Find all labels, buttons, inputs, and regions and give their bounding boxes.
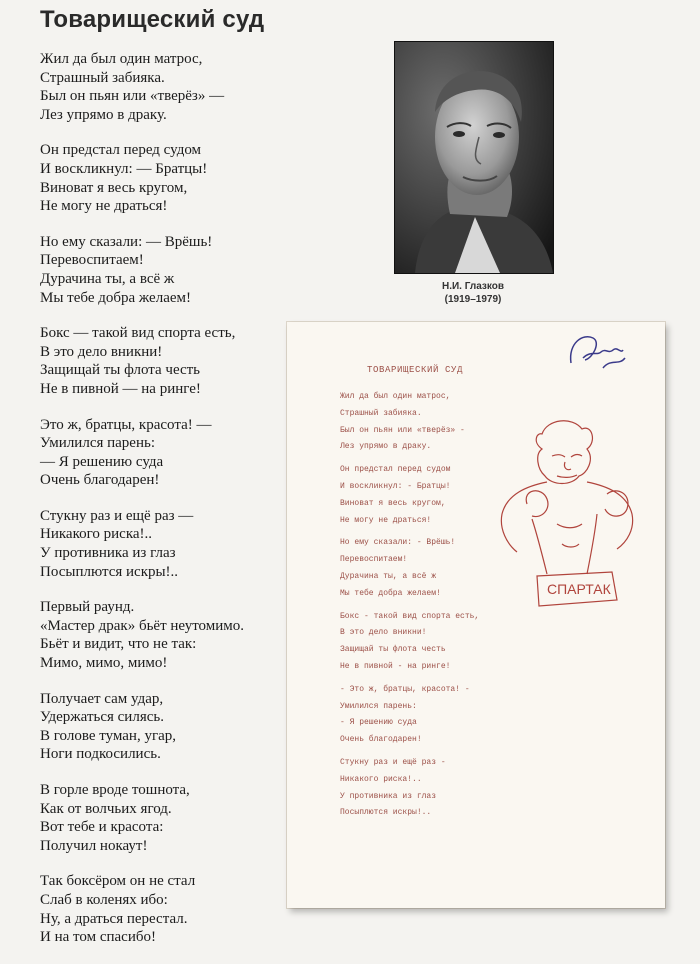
poem-line: Слаб в коленях ибо: — [40, 891, 168, 908]
poem-line: Виноват я весь кругом, — [40, 179, 188, 196]
manuscript-title: ТОВАРИЩЕСКИЙ СУД — [367, 365, 464, 375]
poem-line: Это ж, братцы, красота! — — [40, 416, 212, 433]
poem-line: И воскликнул: — Братцы! — [40, 160, 208, 177]
poem-line: Не могу не драться! — [40, 198, 168, 215]
manuscript-line: Был он пьян или «тверёз» - — [340, 425, 465, 435]
poem-line: Дурачина ты, а всё ж — [40, 270, 175, 287]
manuscript-line: Не в пивной - на ринге! — [340, 661, 451, 671]
boxer-sketch — [487, 414, 657, 624]
manuscript-line: Мы тебе добра желаем! — [340, 588, 441, 598]
poem-line: Вот тебе и красота: — [40, 819, 164, 836]
poem-line: Получил нокаут! — [40, 837, 148, 854]
manuscript-line: Умилился парень: — [340, 701, 417, 711]
manuscript-line: И воскликнул: - Братцы! — [340, 481, 451, 491]
poem-line: «Мастер драк» бьёт неутомимо. — [40, 617, 245, 634]
poem-line: Мы тебе добра желаем! — [40, 289, 192, 306]
manuscript-line: Но ему сказали: - Врёшь! — [340, 538, 456, 548]
manuscript-line: Перевоспитаем! — [340, 555, 408, 565]
manuscript-stanza — [340, 462, 479, 529]
poem-line: Не в пивной — на ринге! — [40, 380, 201, 397]
manuscript-stanza — [340, 755, 479, 822]
manuscript-line: - Это ж, братцы, красота! - — [340, 684, 470, 694]
poem-line: Но ему сказали: — Врёшь! — [40, 233, 213, 250]
poem-line: Перевоспитаем! — [40, 252, 144, 269]
poem-line: Страшный забияка. — [40, 69, 165, 86]
poem-line: Мимо, мимо, мимо! — [40, 655, 168, 672]
poem-line: В это дело вникни! — [40, 343, 163, 360]
poem-line: Защищай ты флота честь — [40, 362, 201, 379]
poem-line: Стукну раз и ещё раз — — [40, 507, 194, 524]
poem-line: Удержаться силясь. — [40, 709, 164, 726]
manuscript-stanza — [340, 682, 479, 749]
poem-stanza — [40, 141, 350, 215]
manuscript-line: Посыплются искры!.. — [340, 808, 432, 818]
poem-line: Очень благодарен! — [40, 472, 160, 489]
manuscript-line: Защищай ты флота честь — [340, 645, 446, 655]
poem-line: И на том спасибо! — [40, 929, 156, 946]
poem-line: Бьёт и видит, что не так: — [40, 636, 197, 653]
poem-line: Лез упрямо в драку. — [40, 106, 167, 123]
manuscript-line: В это дело вникни! — [340, 628, 427, 638]
poem-line: Умилился парень: — [40, 435, 156, 452]
manuscript-line: Страшный забияка. — [340, 408, 422, 418]
manuscript-line: Очень благодарен! — [340, 735, 422, 745]
manuscript-line: Не могу не драться! — [340, 515, 432, 525]
poem-line: Так боксёром он не стал — [40, 873, 196, 890]
poem-line: — Я решению суда — [40, 453, 164, 470]
poem-line: Ну, а драться перестал. — [40, 910, 188, 927]
portrait-caption-name: Н.И. Глазков — [441, 281, 505, 292]
manuscript-line: Никакого риска!.. — [340, 774, 422, 784]
poem-stanza — [40, 50, 350, 124]
poem-line: Он предстал перед судом — [40, 142, 202, 159]
manuscript-stanza — [340, 609, 479, 676]
manuscript-stanza — [340, 535, 479, 602]
poem-line: Получает сам удар, — [40, 690, 164, 707]
manuscript-line: Он предстал перед судом — [340, 465, 451, 475]
manuscript-line: Бокс - такой вид спорта есть, — [340, 611, 480, 621]
manuscript-line: Лез упрямо в драку. — [340, 442, 432, 452]
typewritten-manuscript — [287, 322, 665, 908]
manuscript-line: Дурачина ты, а всё ж — [340, 571, 437, 581]
poem-line: У противника из глаз — [40, 545, 176, 562]
poem-line: Был он пьян или «тверёз» — — [40, 88, 225, 105]
poem-line: Никакого риска!.. — [40, 526, 153, 543]
page-title: Товарищеский суд — [40, 6, 265, 33]
poem-line: Как от волчьих ягод. — [40, 800, 172, 817]
manuscript-poem — [340, 389, 479, 828]
author-portrait-photo — [394, 41, 554, 274]
poem-line: В горле вроде тошнота, — [40, 782, 190, 798]
poem-line: В голове туман, угар, — [40, 727, 177, 744]
manuscript-stanza — [340, 389, 479, 456]
manuscript-line: - Я решению суда — [340, 718, 417, 728]
portrait-caption-years: (1919–1979) — [444, 294, 502, 305]
manuscript-line: Жил да был один матрос, — [340, 392, 451, 401]
manuscript-line: У противника из глаз — [340, 791, 437, 801]
poem-line: Бокс — такой вид спорта есть, — [40, 325, 236, 342]
poem-line: Первый раунд. — [40, 599, 135, 616]
manuscript-line: Виноват я весь кругом, — [340, 498, 446, 508]
handwritten-signature — [563, 328, 633, 388]
poem-line: Ноги подкосились. — [40, 746, 161, 763]
drawing-label: СПАРТАК — [547, 581, 611, 597]
poem-line: Посыплются искры!.. — [40, 563, 179, 580]
poem-stanza — [40, 233, 350, 307]
manuscript-line: Стукну раз и ещё раз - — [340, 757, 446, 767]
poem-line: Жил да был один матрос, — [40, 51, 203, 67]
